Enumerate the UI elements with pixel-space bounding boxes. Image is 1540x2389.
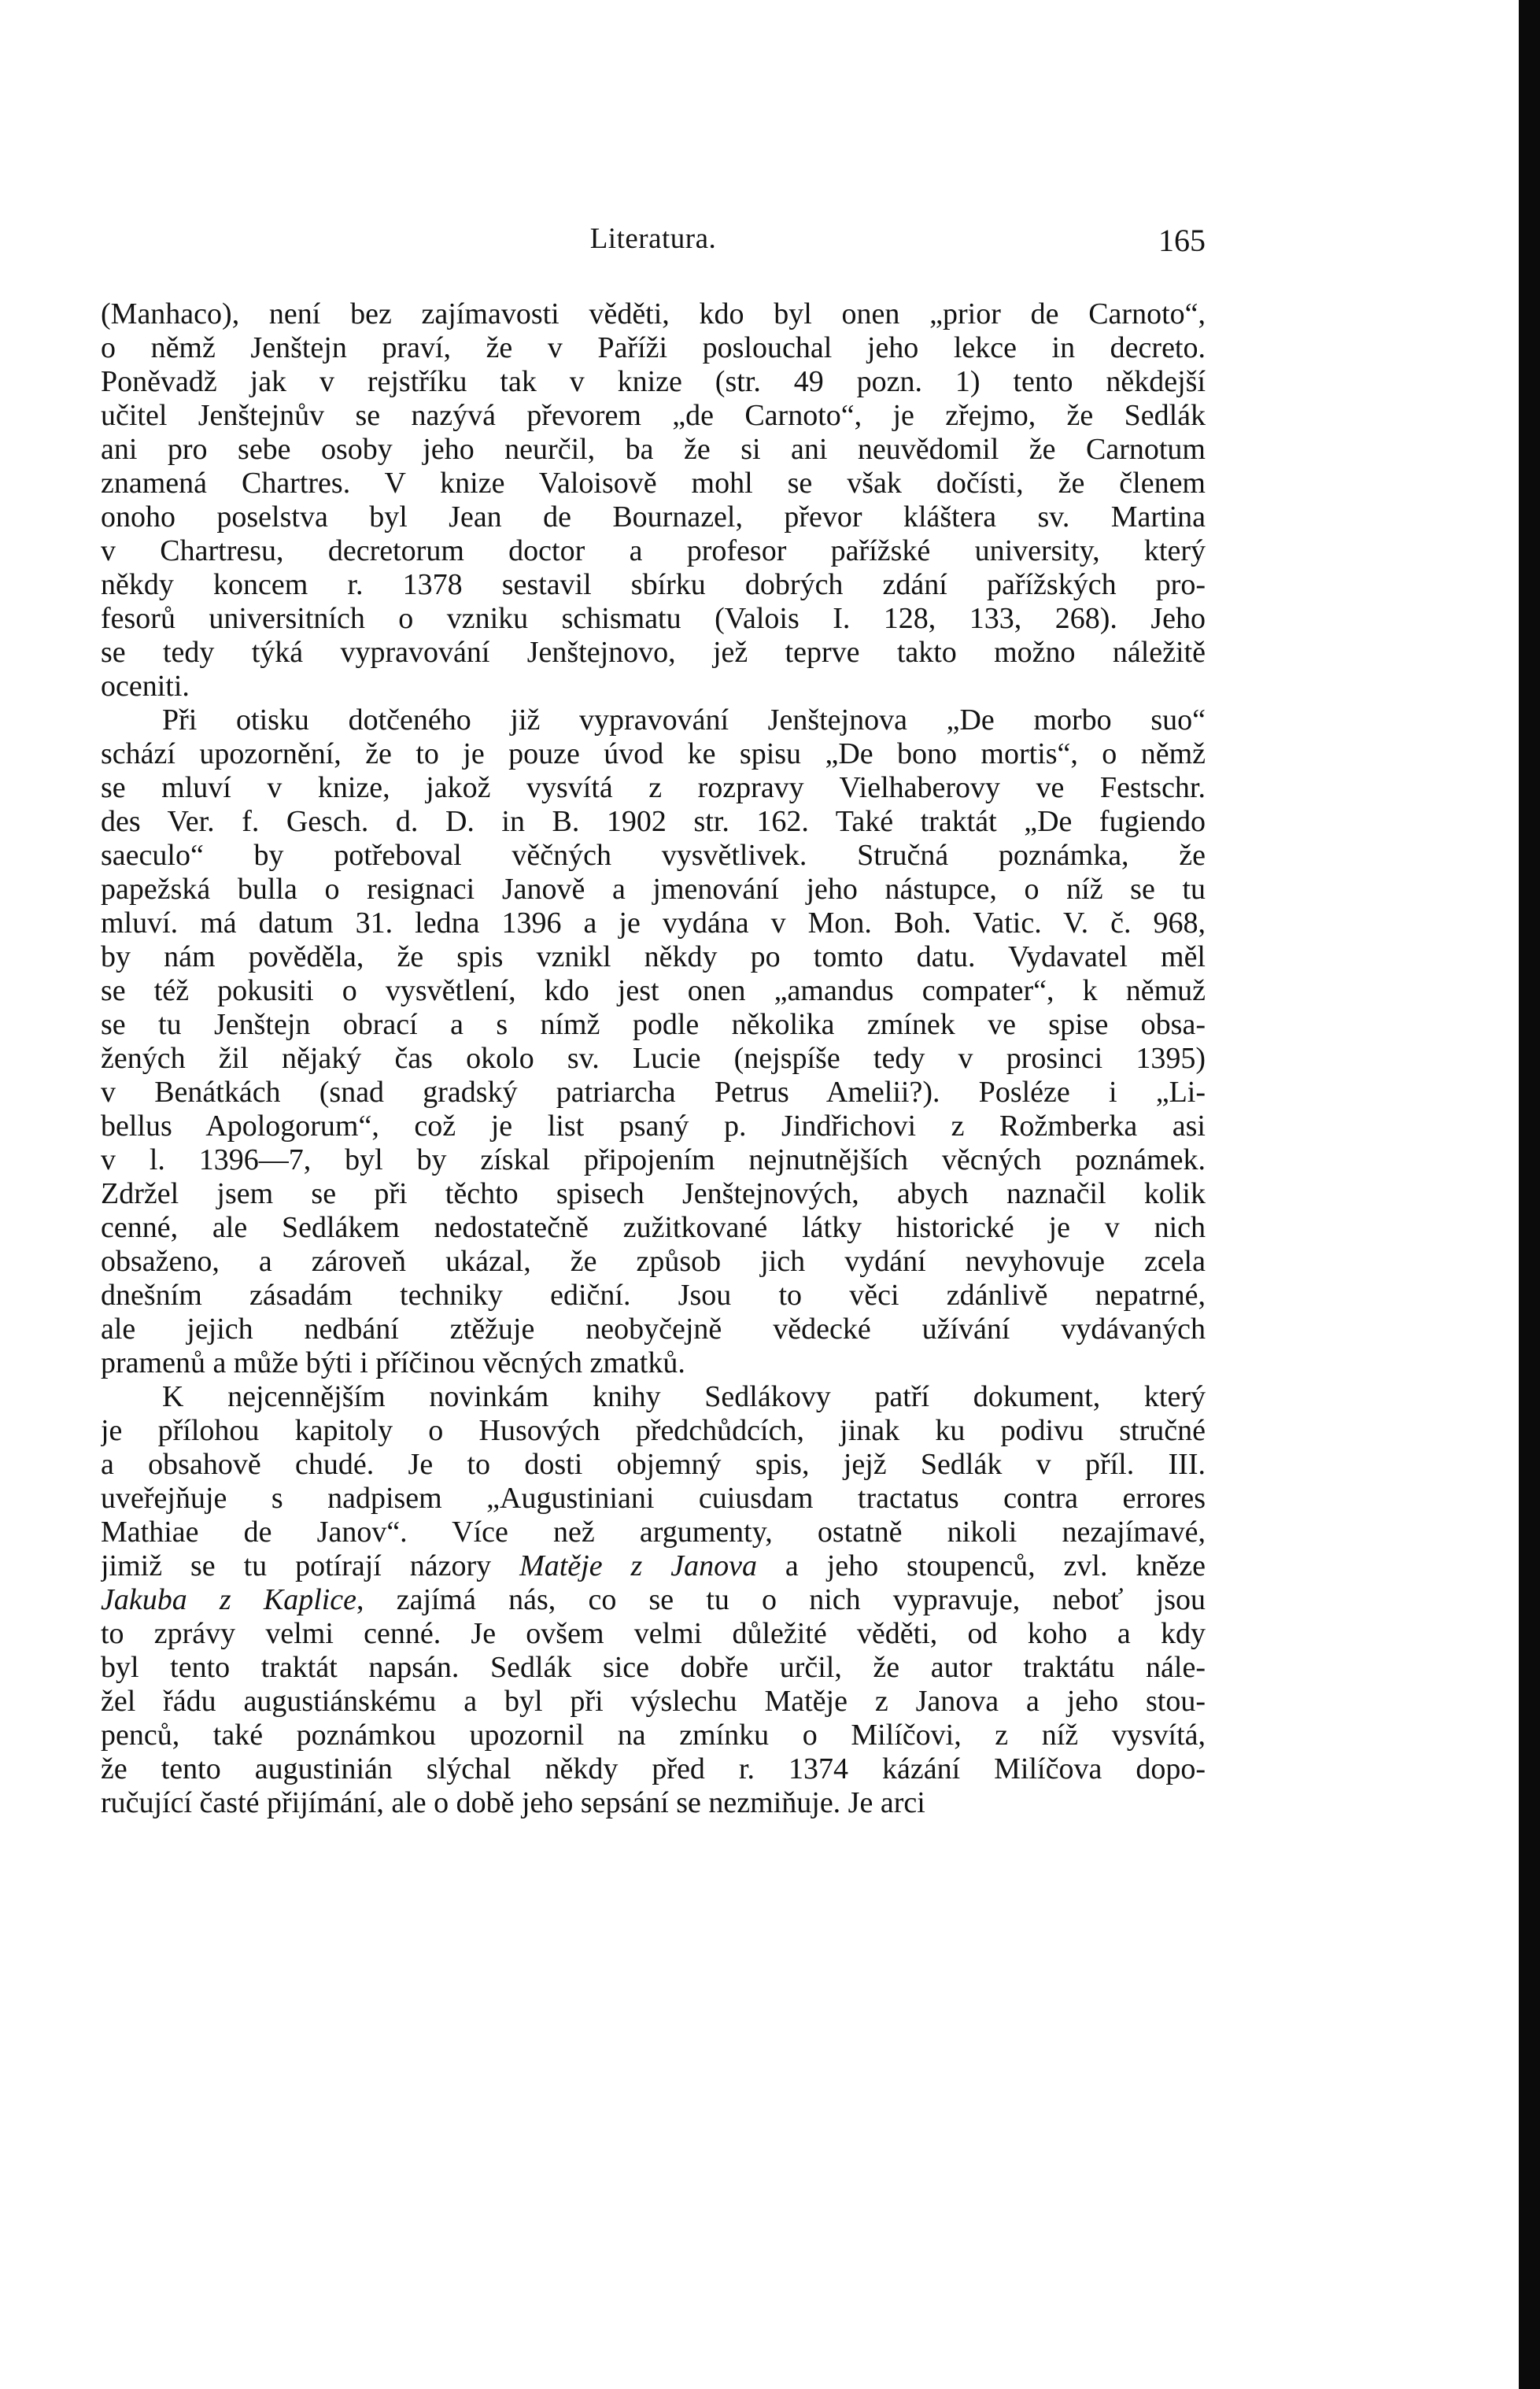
text-line xyxy=(101,1651,1206,1685)
text-run: des Ver. f. Gesch. d. D. in B. 1902 str. 162. Také traktát „De fugiendo xyxy=(101,805,1206,838)
text-run: cenné, ale Sedlákem nedostatečně zužitkované látky historické je v nich xyxy=(101,1211,1206,1244)
text-line xyxy=(101,1516,1206,1549)
text-line xyxy=(101,1313,1206,1346)
text-run: Poněvadž jak v rejstříku tak v knize (str. 49 pozn. 1) tento někdejší xyxy=(101,365,1206,398)
text-run: Zdržel jsem se při těchto spisech Jenštejnových, abych naznačil kolik xyxy=(101,1177,1206,1210)
text-run: uveřejňuje s nadpisem „Augustiniani cuiusdam tractatus contra errores xyxy=(101,1482,1206,1515)
text-run: v Benátkách (snad gradský patriarcha Petrus Amelii?). Posléze i „Li- xyxy=(101,1076,1206,1109)
text-line xyxy=(101,1448,1206,1482)
text-run: se tu Jenštejn obrací a s nímž podle několika zmínek ve spise obsa- xyxy=(101,1008,1206,1041)
text-run: penců, také poznámkou upozornil na zmínku o Milíčovi, z níž vysvítá, xyxy=(101,1719,1206,1752)
text-line xyxy=(101,399,1206,433)
italic-name: Jakuba z Kaplice xyxy=(101,1583,357,1616)
text-line xyxy=(101,1143,1206,1177)
text-line xyxy=(101,1685,1206,1719)
text-line xyxy=(101,1279,1206,1313)
text-line xyxy=(101,1177,1206,1211)
text-line xyxy=(101,500,1206,534)
text-line xyxy=(101,297,1206,331)
text-line xyxy=(101,974,1206,1008)
text-run: K nejcennějším novinkám knihy Sedlákovy patří dokument, který xyxy=(162,1380,1206,1413)
paragraph xyxy=(101,297,1206,703)
text-line xyxy=(101,771,1206,805)
text-run: se tedy týká vypravování Jenštejnovo, jež teprve takto možno náležitě xyxy=(101,636,1206,669)
running-head xyxy=(101,222,1206,269)
text-line xyxy=(101,602,1206,636)
text-line xyxy=(101,1617,1206,1651)
text-run: papežská bulla o resignaci Janově a jmenování jeho nástupce, o níž se tu xyxy=(101,873,1206,906)
text-line xyxy=(101,1211,1206,1245)
text-run: a obsahově chudé. Je to dosti objemný spis, jejž Sedlák v příl. III. xyxy=(101,1448,1206,1481)
text-run: někdy koncem r. 1378 sestavil sbírku dobrých zdání pařížských pro- xyxy=(101,568,1206,601)
text-run: byl tento traktát napsán. Sedlák sice dobře určil, že autor traktátu nále- xyxy=(101,1651,1206,1684)
text-run: se mluví v knize, jakož vysvítá z rozpravy Vielhaberovy ve Festschr. xyxy=(101,771,1206,804)
paragraph xyxy=(101,1380,1206,1820)
italic-name: Matěje z Janova xyxy=(519,1549,757,1582)
text-run: , zajímá nás, co se tu o nich vypravuje, neboť jsou xyxy=(356,1583,1206,1616)
text-run: pramenů a může býti i příčinou věcných zmatků. xyxy=(101,1346,685,1379)
text-line xyxy=(101,1482,1206,1516)
text-line xyxy=(101,839,1206,873)
text-line xyxy=(101,568,1206,602)
text-run: učitel Jenštejnův se nazývá převorem „de Carnoto“, je zřejmo, že Sedlák xyxy=(101,399,1206,432)
text-run: se též pokusiti o vysvětlení, kdo jest onen „amandus compater“, k němuž xyxy=(101,974,1206,1007)
text-run: Mathiae de Janov“. Více než argumenty, ostatně nikoli nezajímavé, xyxy=(101,1516,1206,1549)
text-run: ručující časté přijímání, ale o době jeho sepsání se nezmiňuje. Je arci xyxy=(101,1786,925,1819)
text-run: to zprávy velmi cenné. Je ovšem velmi důležité věděti, od koho a kdy xyxy=(101,1617,1206,1650)
text-line xyxy=(101,1110,1206,1143)
text-line xyxy=(101,1414,1206,1448)
text-run: že tento augustinián slýchal někdy před r. 1374 kázání Milíčova dopo- xyxy=(101,1752,1206,1785)
text-run: schází upozornění, že to je pouze úvod ke spisu „De bono mortis“, o němž xyxy=(101,737,1206,770)
text-line xyxy=(101,1346,1206,1380)
text-line xyxy=(101,1583,1206,1617)
text-run: mluví. má datum 31. ledna 1396 a je vydána v Mon. Boh. Vatic. V. č. 968, xyxy=(101,906,1206,940)
text-line xyxy=(101,433,1206,467)
text-line xyxy=(101,805,1206,839)
text-line xyxy=(101,1549,1206,1583)
text-run: žel řádu augustiánskému a byl při výslechu Matěje z Janova a jeho stou- xyxy=(101,1685,1206,1718)
text-run: ani pro sebe osoby jeho neurčil, ba že si ani neuvědomil že Carnotum xyxy=(101,433,1206,466)
text-run: o němž Jenštejn praví, že v Paříži poslouchal jeho lekce in decreto. xyxy=(101,331,1206,364)
text-line xyxy=(101,873,1206,906)
text-line xyxy=(101,703,1206,737)
text-line xyxy=(101,467,1206,500)
text-line xyxy=(101,1380,1206,1414)
page-number: 165 xyxy=(1158,223,1206,258)
text-run: Při otisku dotčeného již vypravování Jenštejnova „De morbo suo“ xyxy=(162,703,1206,737)
text-run: je přílohou kapitoly o Husových předchůdcích, jinak ku podivu stručné xyxy=(101,1414,1206,1447)
text-run: dnešním zásadám techniky ediční. Jsou to věci zdánlivě nepatrné, xyxy=(101,1279,1206,1312)
text-run: fesorů universitních o vzniku schismatu (Valois I. 128, 133, 268). Jeho xyxy=(101,602,1206,635)
text-line xyxy=(101,331,1206,365)
text-line xyxy=(101,365,1206,399)
text-line xyxy=(101,906,1206,940)
text-line xyxy=(101,670,1206,703)
text-run: v l. 1396—7, byl by získal připojením nejnutnějších věcných poznámek. xyxy=(101,1143,1206,1176)
text-run: (Manhaco), není bez zajímavosti věděti, kdo byl onen „prior de Carnoto“, xyxy=(101,297,1206,330)
text-run: a jeho stoupenců, zvl. kněze xyxy=(756,1549,1206,1582)
body-text xyxy=(101,297,1206,1820)
text-line xyxy=(101,940,1206,974)
text-line xyxy=(101,636,1206,670)
text-line xyxy=(101,1752,1206,1786)
text-line xyxy=(101,1042,1206,1076)
text-run: obsaženo, a zároveň ukázal, že způsob jich vydání nevyhovuje zcela xyxy=(101,1245,1206,1278)
text-run: onoho poselstva byl Jean de Bournazel, převor kláštera sv. Martina xyxy=(101,500,1206,534)
text-line xyxy=(101,1076,1206,1110)
paragraph xyxy=(101,703,1206,1380)
text-line xyxy=(101,1786,1206,1820)
running-title: Literatura. xyxy=(589,223,717,255)
text-run: znamená Chartres. V knize Valoisově mohl se však dočísti, že členem xyxy=(101,467,1206,500)
text-run: bellus Apologorum“, což je list psaný p. Jindřichovi z Rožmberka asi xyxy=(101,1110,1206,1143)
text-line xyxy=(101,1719,1206,1752)
text-line xyxy=(101,1245,1206,1279)
text-run: jimiž se tu potírají názory xyxy=(101,1549,520,1582)
page-edge xyxy=(1519,0,1540,2389)
text-line xyxy=(101,737,1206,771)
text-run: v Chartresu, decretorum doctor a profesor pařížské university, který xyxy=(101,534,1206,567)
text-run: saeculo“ by potřeboval věčných vysvětlivek. Stručná poznámka, že xyxy=(101,839,1206,872)
text-run: by nám pověděla, že spis vznikl někdy po tomto datu. Vydavatel měl xyxy=(101,940,1206,973)
text-line xyxy=(101,1008,1206,1042)
text-run: ale jejich nedbání ztěžuje neobyčejně vědecké užívání vydávaných xyxy=(101,1313,1206,1346)
text-run: oceniti. xyxy=(101,670,190,703)
text-line xyxy=(101,534,1206,568)
text-run: žených žil nějaký čas okolo sv. Lucie (nejspíše tedy v prosinci 1395) xyxy=(101,1042,1206,1075)
